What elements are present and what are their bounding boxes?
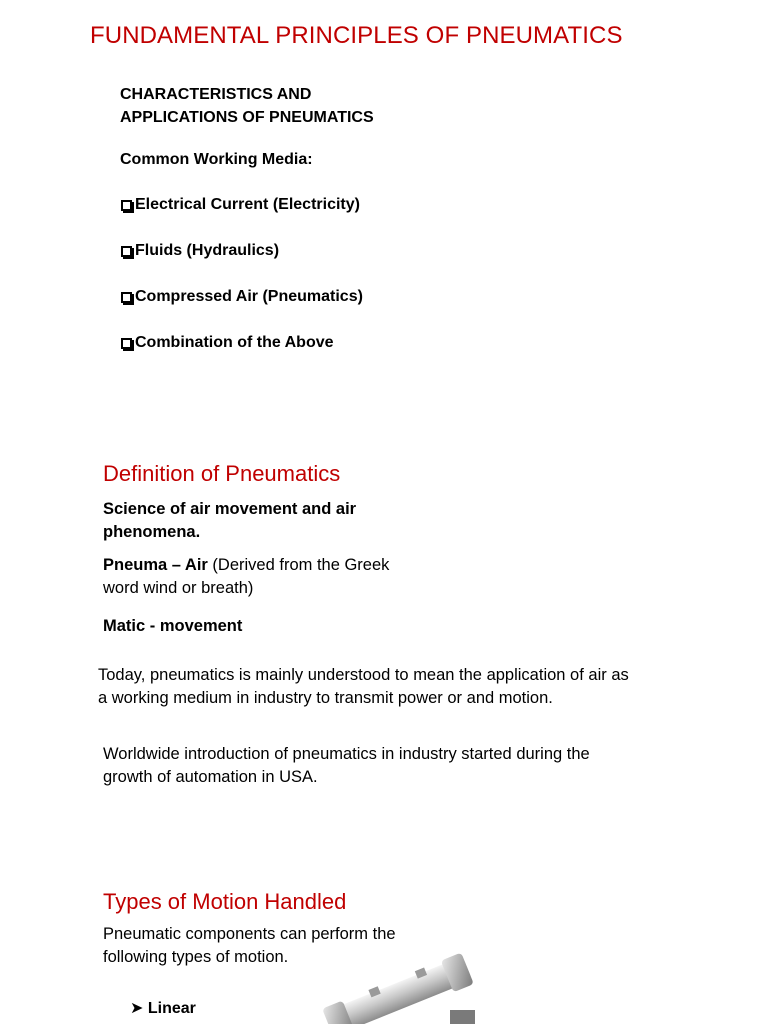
section-heading-line: CHARACTERISTICS AND: [120, 86, 312, 103]
pneuma-line: [103, 554, 389, 577]
definition-text: [103, 498, 356, 544]
list-item-label: Compressed Air (Pneumatics): [135, 288, 363, 305]
today-paragraph: [98, 664, 629, 710]
checkbox-icon: [121, 292, 132, 303]
worldwide-paragraph: [103, 743, 590, 789]
arrow-bullet-icon: ➤: [130, 1000, 144, 1017]
paragraph-line: Today, pneumatics is mainly understood to mean the application of air as: [98, 666, 629, 684]
paragraph-line: Pneumatic components can perform the: [103, 925, 396, 943]
list-item-label: Combination of the Above: [135, 334, 334, 351]
pneuma-rest: (Derived from the Greek: [207, 556, 390, 574]
motion-item-label: Linear: [147, 1000, 196, 1017]
paragraph-line: growth of automation in USA.: [103, 768, 318, 786]
list-item-label: Electrical Current (Electricity): [135, 196, 360, 213]
pneuma-term: Pneuma – Air: [103, 556, 208, 574]
pneuma-line-2: word wind or breath): [103, 579, 254, 597]
motion-heading: Types of Motion Handled: [103, 889, 347, 914]
checkbox-icon: [121, 246, 132, 257]
section-heading-line: APPLICATIONS OF PNEUMATICS: [120, 109, 374, 126]
list-item: [121, 194, 360, 216]
checkbox-icon: [121, 338, 132, 349]
motion-item: [130, 998, 196, 1018]
list-item: [121, 286, 363, 308]
matic-text: Matic - movement: [103, 617, 243, 635]
section-heading: [120, 83, 374, 129]
media-label: Common Working Media:: [120, 151, 313, 168]
list-item: [121, 332, 334, 354]
paragraph-line: a working medium in industry to transmit power or and motion.: [98, 689, 553, 707]
definition-line: Science of air movement and air: [103, 500, 357, 518]
pneumatic-cylinder-icon: [310, 948, 475, 1024]
list-item: [121, 240, 279, 262]
pneumatic-cylinder-image: [310, 948, 475, 1024]
paragraph-line: following types of motion.: [103, 948, 289, 966]
checkbox-icon: [121, 200, 132, 211]
paragraph-line: Worldwide introduction of pneumatics in industry started during the: [103, 745, 590, 763]
definition-heading: Definition of Pneumatics: [103, 461, 341, 486]
pneuma-text: [103, 554, 389, 600]
page-title: FUNDAMENTAL PRINCIPLES OF PNEUMATICS: [90, 22, 623, 49]
list-item-label: Fluids (Hydraulics): [135, 242, 280, 259]
definition-line: phenomena.: [103, 523, 201, 541]
